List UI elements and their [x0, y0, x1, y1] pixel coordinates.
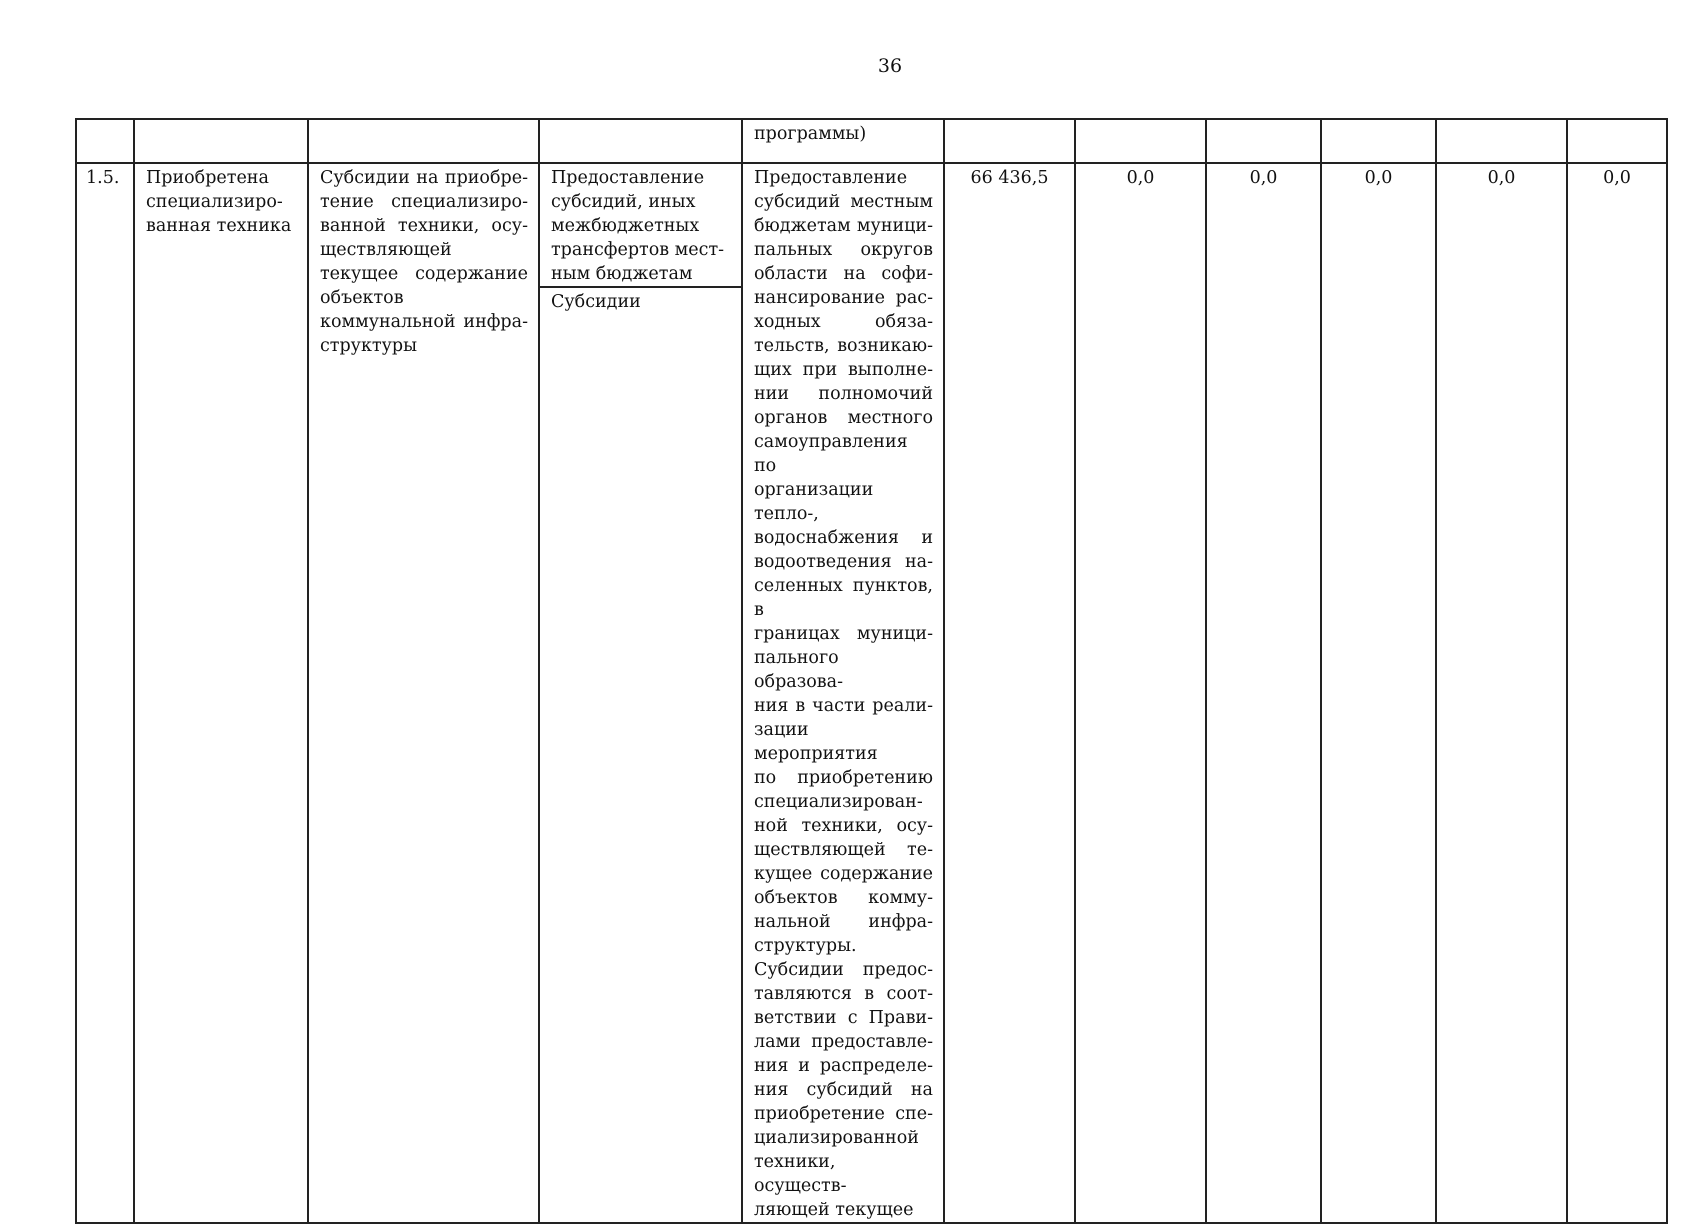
description-line: ветствии с Прави-	[754, 1008, 933, 1028]
continuation-row	[76, 119, 1667, 163]
amount-cell-4	[1321, 163, 1436, 1223]
row-number: 1.5.	[86, 168, 120, 188]
result-cell	[134, 163, 308, 1223]
description-line: организации тепло-,	[754, 480, 874, 524]
description-line: нии полномочий	[754, 384, 933, 404]
cont-cell-measure	[308, 119, 539, 163]
description-line: бюджетам муници-	[754, 216, 933, 236]
description-line: тавляются в соот-	[754, 984, 933, 1004]
description-line: органов местного	[754, 408, 933, 428]
amount-cell-1	[944, 163, 1075, 1223]
cont-cell-amount-1	[944, 119, 1075, 163]
description-line: по приобретению	[754, 768, 933, 788]
description-line: лами предоставле-	[754, 1032, 933, 1052]
description-line: специализирован-	[754, 792, 923, 812]
amount-value: 0,0	[1364, 168, 1393, 188]
description-line: кущее содержание	[754, 864, 933, 884]
description-line: ния в части реали-	[754, 696, 933, 716]
description-line: ществляющей те-	[754, 840, 933, 860]
amount-value: 0,0	[1487, 168, 1516, 188]
table-row	[76, 163, 1667, 1223]
amount-cell-2	[1075, 163, 1206, 1223]
description-line: нальной инфра-	[754, 912, 933, 932]
description-text	[743, 164, 943, 1222]
amount-cell-6	[1567, 163, 1667, 1223]
amount-cell-3	[1206, 163, 1321, 1223]
description-line: ной техники, осу-	[754, 816, 933, 836]
cont-cell-amount-5	[1436, 119, 1567, 163]
cont-cell-mechanism	[539, 119, 742, 163]
description-line: ляющей текущее	[754, 1200, 914, 1220]
program-table	[75, 118, 1668, 1224]
description-line: самоуправления по	[754, 432, 908, 476]
measure-cell	[308, 163, 539, 1223]
description-line: водоотведения на-	[754, 552, 933, 572]
description-line: тельств, возникаю-	[754, 336, 933, 356]
cont-cell-amount-2	[1075, 119, 1206, 163]
description-line: техники, осуществ-	[754, 1152, 847, 1196]
row-number-cell	[76, 163, 134, 1223]
amount-cell-5	[1436, 163, 1567, 1223]
amount-value: 66 436,5	[970, 168, 1049, 188]
page-number: 36	[877, 55, 903, 77]
description-line: циализированной	[754, 1128, 919, 1148]
cont-cell-amount-3	[1206, 119, 1321, 163]
description-line: зации мероприятия	[754, 720, 878, 764]
mechanism-text: Предоставление субсидий, иных межбюджетных трансфертов местным бюджетам	[540, 164, 741, 288]
mechanism-cell	[539, 163, 742, 1223]
description-line: нансирование рас-	[754, 288, 933, 308]
description-line: водоснабжения и	[754, 528, 933, 548]
measure-text: Субсидии на приобретение специализированной техники, осуществляющей текущее содержание объектов коммунальной инфраструктуры	[320, 168, 528, 356]
description-line: ния и распределе-	[754, 1056, 933, 1076]
description-line: приобретение спе-	[754, 1104, 933, 1124]
description-line: ния субсидий на	[754, 1080, 933, 1100]
amount-value: 0,0	[1126, 168, 1155, 188]
description-line: Предоставление	[754, 168, 908, 188]
mechanism-type: Субсидии	[551, 292, 641, 312]
cont-cell-result	[134, 119, 308, 163]
description-line: пальных округов	[754, 240, 933, 260]
cont-cell-description	[742, 119, 944, 163]
description-line: селенных пунктов, в	[754, 576, 933, 620]
description-line: границах муници-	[754, 624, 933, 644]
cont-cell-amount-6	[1567, 119, 1667, 163]
description-line: Субсидии предос-	[754, 960, 933, 980]
continuation-text: программы)	[754, 124, 867, 144]
description-line: области на софи-	[754, 264, 933, 284]
description-line: пального образова-	[754, 648, 843, 692]
description-line: ходных обяза-	[754, 312, 933, 332]
amount-value: 0,0	[1249, 168, 1278, 188]
cont-cell-amount-4	[1321, 119, 1436, 163]
description-line: объектов комму-	[754, 888, 933, 908]
description-line: структуры.	[754, 936, 857, 956]
description-line: щих при выполне-	[754, 360, 933, 380]
description-cell	[742, 163, 944, 1223]
result-text: Приобретена специализированная техника	[146, 168, 292, 236]
cont-cell-number	[76, 119, 134, 163]
amount-value: 0,0	[1603, 168, 1631, 188]
description-line: субсидий местным	[754, 192, 933, 212]
